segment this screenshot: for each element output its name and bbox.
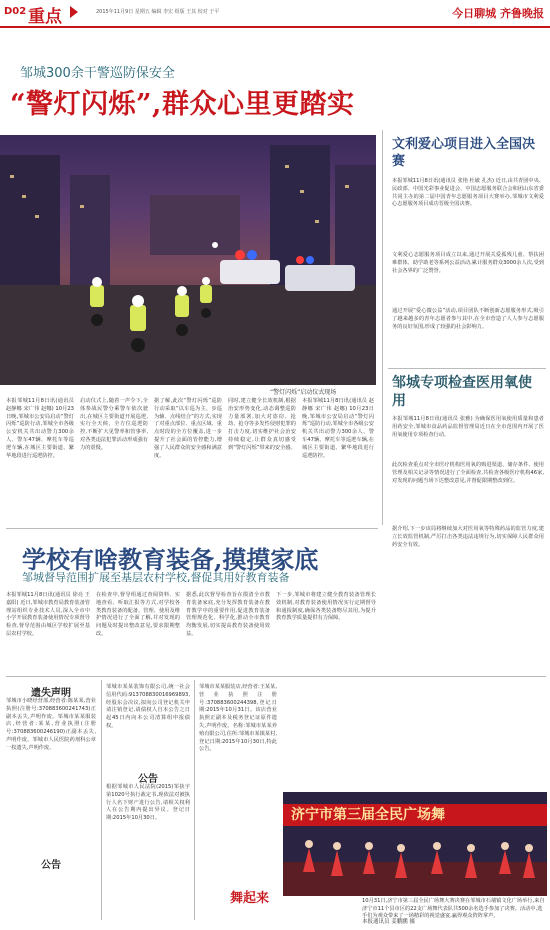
notices-column-divider [194, 680, 195, 920]
story1-photo-caption: “警灯闪烁”启动仪式现场 [270, 389, 337, 396]
story-divider [6, 528, 378, 529]
section-arrow-icon [70, 6, 78, 18]
notice-body: 邹城市小晓经营部,经营者:陈某某,营业执照(注册号:370883600241743)正副本丢失,声明作废。邹城市某某服装店,经营者:某某,营业执照(注册号:370883600246190)正副本丢失,声明作废。邹城市人民医院药剂科公章一枚遗失,声明作废。 [6, 698, 96, 751]
story1-body-col: 本报邹城11月8日讯(通讯员 赵静娜 宋广伟 赵娜) 10月23日晚,邹城市公安局启动“警灯闪烁”巡防行动,邹城全市各级公安机关共出动警力300余人、警车47辆、摩托车等巡逻车辆,在城区主要街道、繁华地段进行巡逻防控。 [302, 398, 374, 459]
side2-body: 据介绍,下一步该局将继续加大对医用氧等特殊药品的监管力度,建立长效监管机制,严厉打击各类违法违规行为,切实保障人民群众用药安全有效。 [392, 526, 544, 548]
side1-body: 通过开展“爱心微公益”活动,项目团队不断创新志愿服务形式,吸引了越来越多的青年志愿者参与其中,在全市营造了人人参与志愿服务的良好氛围,形成了较强的社会影响力。 [392, 308, 544, 330]
police-parade-photo [0, 135, 376, 385]
notice-body: 邹城市某某装饰有限公司,统一社会信用代码:913708830016969893,经股东会决议,拟向公司登记机关申请注销登记,请债权人自本公告之日起45日内向本公司清算组申报债权。 [106, 684, 190, 729]
page-header [0, 0, 550, 28]
story1-body-col: 启动仪式上,随着一声令下,全体参战民警分乘警车依次驶出,在城区主要街道开展巡逻,实行全天候、全方位巡逻防控,不断扩大见警率和管事率,对各类违法犯罪活动形成强有力的震慑。 [80, 398, 148, 451]
page-number: D02 [4, 6, 27, 17]
notice-title: 公告 [138, 774, 158, 785]
story2-body-col: 本报邹城11月8日讯(通讯员 徐亮 王嘉阳) 近日,邹城市教育局教育装备管理站组织专业技术人员,深入全市中小学开展教育装备使用情况专项督导检查,督导范围由城区学校扩展至基层农村学校。 [6, 592, 90, 637]
story1-kicker: 邹城300余干警巡防保安全 [20, 66, 175, 81]
notice-body: 根据邹城市人民法院(2015)邹执字第1020号执行裁定书,现依法对被执行人名下财产进行公告,请相关权利人在公告期内提出异议。登记日期:2015年10月30日。 [106, 784, 190, 822]
column-divider [382, 130, 383, 525]
notice-title: 公告 [41, 860, 61, 871]
notices-column-divider [101, 680, 102, 920]
newspaper-brand: 今日聊城 齐鲁晚报 [452, 7, 544, 20]
notices-divider [6, 676, 546, 677]
story3-label: 舞起来 [230, 891, 270, 906]
notice-body: 邹城市某某服装店,经营者:王某某,营业执照注册号:370883600244398,登记日期:2015年10月31日。该店营业执照正副本及税务登记证原件遗失,声明作废。名称:邹城市某某养殖有限公司,住所:邹城市某镇某村,登记日期:2015年10月30日,特此公告。 [199, 684, 277, 753]
story3-caption: 10月31日,济宁市第三届全民广场舞大赛决赛在邹城市石墙镇文化广场举行,来自济宁市11个县市区的22支广场舞代表队共500余名选手参加了决赛。活动中,选手们为观众带来了一场精彩的视觉盛宴,赢得观众阵阵掌声。 [362, 898, 545, 920]
side1-body: 本报邹城11月8日讯(通讯员 张艳 杜敏 孔杰) 近日,由共青团中央、民政部、中国光彩事业促进会、中国志愿服务联合会和团山东省委共同主办的第二届中国青年志愿服务项目大赛举办,邹城市文利爱心志愿服务项目成功晋级全国决赛。 [392, 178, 544, 208]
story1-body-col: 据了解,此次“警灯闪烁”巡防行动采取“以车巡为主、步巡为辅、点线结合”的方式,实现了对重点部位、重点区域、重点时段的全方位覆盖,进一步提升了社会面的管控能力,增强了人民群众的安全感和满意度。 [154, 398, 222, 459]
side2-body: 本报邹城11月8日讯(通讯员 张雅) 为确保医用氧使用质量和患者用药安全,邹城市食品药品监督管理局近日在全市范围内开展了医用氧使用专项检查行动。 [392, 416, 544, 438]
side-divider [388, 368, 546, 369]
story1-body-col: 同时,建立健全长效机制,根据治安形势变化,动态调整巡防力量部署,加大对盗窃、抢劫、抢夺等多发性侵财犯罪的打击力度,切实维护社会治安持续稳定,让群众真切感受到“警灯闪烁”带来的安全感。 [228, 398, 296, 451]
story2-body-col: 在检查中,督导组通过查阅资料、实地查看、听取汇报等方式,对学校各类教育装备的配备、管理、使用及维护情况进行了全面了解,并对发现的问题及时提出整改意见,要求限期整改。 [96, 592, 180, 637]
notice-title-lost: 遗失声明 [31, 688, 71, 699]
story2-body-col: 下一步,邹城市将建立健全教育装备管理长效机制,对教育装备使用情况实行定期督导和通报制度,确保各类装备物尽其用,为提升教育教学质量提供有力保障。 [276, 592, 376, 622]
story3-byline: 本报通讯员 姜鹏鹏 摄 [362, 919, 415, 925]
dance-banner-text: 济宁市第三届全民广场舞 [291, 807, 445, 823]
side1-body: 文利爱心志愿服务项目成立以来,通过开展关爱孤残儿童、帮扶困难群体、助学助老等系列公益活动,累计服务群众3000余人次,受到社会各界的广泛赞誉。 [392, 252, 544, 274]
story1-body-col: 本报邹城11月8日讯(通讯员 赵静娜 宋广伟 赵娜) 10月23日晚,邹城市公安局启动“警灯闪烁”巡防行动,邹城全市各级公安机关共出动警力300余人、警车47辆、摩托车等巡逻车辆,在城区主要街道、繁华地段进行巡逻防控。 [6, 398, 74, 459]
story2-body-col: 据悉,此次督导检查旨在摸清全市教育装备家底,充分发挥教育装备在教育教学中的重要作用,促进教育装备管理规范化、科学化,推动全市教育均衡发展,切实提高教育装备使用效益。 [186, 592, 270, 637]
side2-headline: 邹城专项检查医用氧使用 [392, 375, 532, 409]
side1-headline: 文利爱心项目进入全国决赛 [392, 137, 536, 169]
story2-headline: 学校有啥教育装备,摸摸家底 [22, 545, 319, 574]
header-meta: 2015年11月9日 星期五 编辑 李宏 组版 王其 校对 于平 [96, 9, 220, 15]
section-title: 重点 [28, 7, 62, 27]
story2-subheadline: 邹城督导范围扩展至基层农村学校,督促其用好教育装备 [22, 571, 290, 584]
story1-headline: “警灯闪烁”,群众心里更踏实 [10, 89, 355, 120]
side2-body: 此次检查重点对全市医疗机构医用氧的购进渠道、储存条件、使用管理及相关记录等情况进行了全面检查,共检查各级医疗机构46家,对发现的问题当场下达整改意见,并督促限期整改到位。 [392, 462, 544, 484]
story3-photo [283, 792, 547, 896]
story1-photo [0, 135, 376, 385]
